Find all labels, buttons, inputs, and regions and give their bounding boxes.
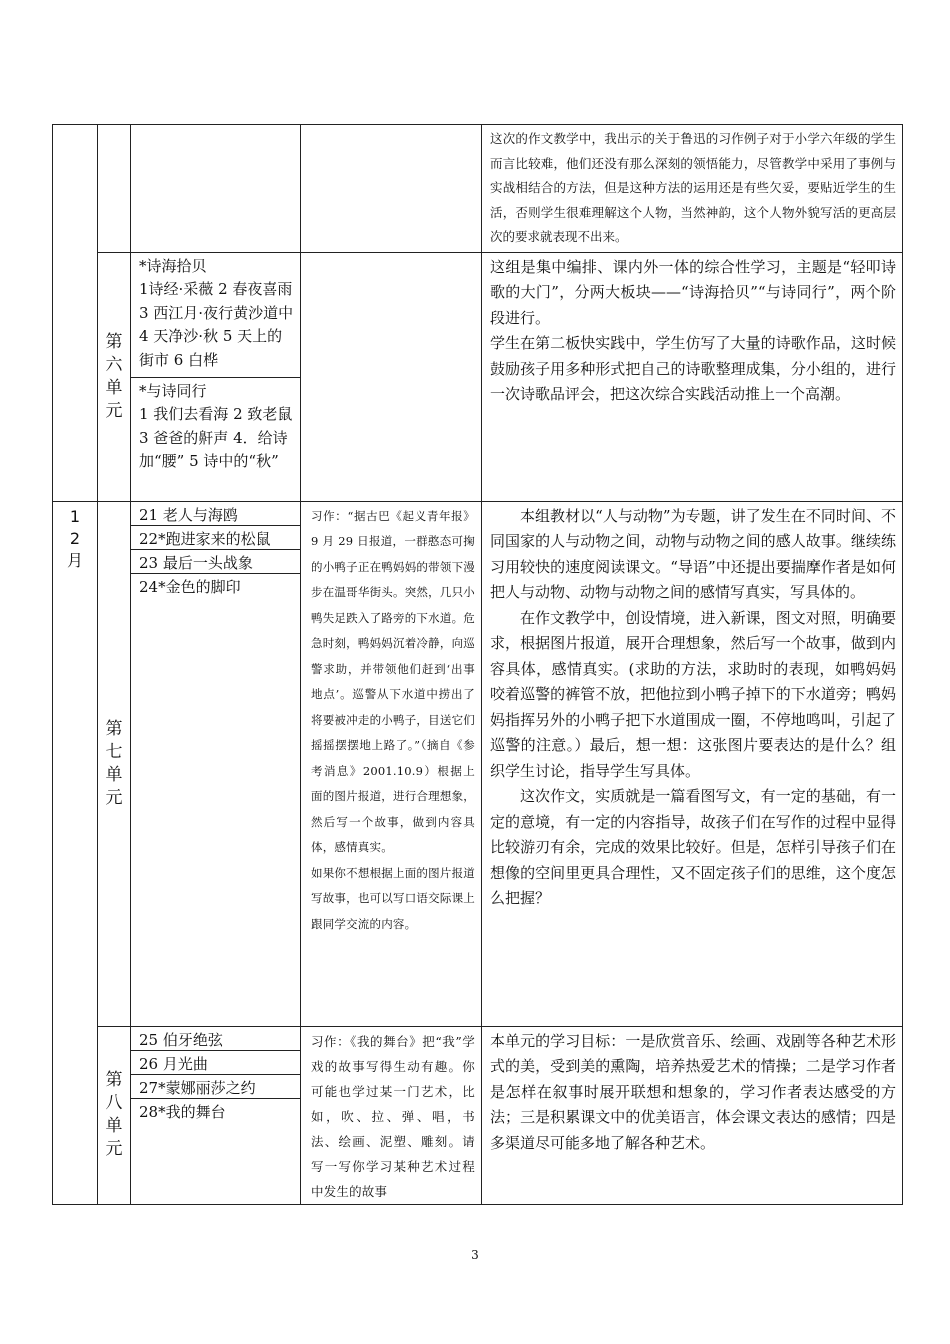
writing-task: 习作：《我的舞台》把“我”学戏的故事写得生动有趣。你可能也学过某一门艺术，比如，吹、拉、弹、唱，书法、绘画、泥塑、雕刻。请写一写你学习某种艺术过程中发生的故事 xyxy=(311,1033,475,1199)
paragraph: 在作文教学中，创设情境，进入新课，图文对照，明确要求，根据图片报道，展开合理想象，然后写一个故事，做到内容具体，感情真实。(求助的方法，求助时的表现，如鸭妈妈咬着巡警的裤管不放，把他拉到小鸭子掉下的下水道旁；鸭妈妈指挥另外的小鸭子把下水道围成一圈，不停地鸣叫，引起了巡警的注意。）最后，想一想：这张图片要表达的是什么？组织学生讨论，指导学生写具体。 xyxy=(490,608,896,780)
lesson-item: 22*跑进家来的松鼠 xyxy=(131,526,300,550)
reflection-cell xyxy=(482,1026,903,1204)
lesson-item: 28*我的舞台 xyxy=(139,1102,226,1121)
reflection-text: 本单元的学习目标：一是欣赏音乐、绘画、戏剧等各种艺术形式的美，受到美的熏陶，培养热爱艺术的情操；二是学习作者是怎样在叙事时展开联想和想象的，学习作者表达感受的方法；三是积累课文中的优美语言，体会课文表达的感情；四是多渠道尽可能多地了解各种艺术。 xyxy=(490,1031,896,1152)
unit-label-cell xyxy=(98,1026,131,1204)
writing-cell xyxy=(301,252,482,501)
table-row xyxy=(53,252,903,501)
paragraph: 习作：“据古巴《起义青年报》9 月 29 日报道，一群憨态可掬的小鸭子正在鸭妈妈的带领下漫步在温哥华街头。突然，几只小鸭失足跌入了路旁的下水道。危急时刻，鸭妈妈沉着冷静，向巡警求助，并带领他们赶到‘出事地点’。巡警从下水道中捞出了将要被冲走的小鸭子，目送它们摇摇摆摆地上路了。”（摘自《参考消息》2001.10.9）根据上面的图片报道，进行合理想象，然后写一个故事，做到内容具体，感情真实。 xyxy=(311,508,475,854)
lesson-item: 24*金色的脚印 xyxy=(139,577,241,596)
writing-task xyxy=(301,502,481,938)
table-row xyxy=(53,501,903,1026)
reflection-cell xyxy=(482,252,903,501)
lesson-block xyxy=(131,253,300,378)
paragraph: 这组是集中编排、课内外一体的综合性学习，主题是“轻叩诗歌的大门”，分两大板块——“诗海拾贝”“与诗同行”，两个阶段进行。 xyxy=(490,257,896,327)
unit-label: 第 八 单 元 xyxy=(105,1070,123,1159)
teaching-plan-table xyxy=(52,124,903,1205)
unit-label: 第 七 单 元 xyxy=(105,718,123,808)
lesson-item: 25 伯牙绝弦 xyxy=(131,1027,300,1051)
month-cell xyxy=(53,125,98,502)
lesson-block-body: 1 我们去看海 2 致老鼠 3 爸爸的鼾声 4．给诗加“腰” 5 诗中的“秋” xyxy=(139,405,293,470)
lesson-cell xyxy=(131,125,301,253)
lesson-item: 21 老人与海鸥 xyxy=(131,502,300,526)
paragraph: 学生在第二板快实践中，学生仿写了大量的诗歌作品，这时候鼓励孩子用多种形式把自己的诗歌整理成集，分小组的，进行一次诗歌品评会，把这次综合实践活动推上一个高潮。 xyxy=(490,334,896,403)
month-label: 12月 xyxy=(66,506,83,570)
lesson-cell xyxy=(131,501,301,1026)
unit-label-cell xyxy=(98,252,131,501)
lesson-block-body: 1诗经·采薇 2 春夜喜雨 3 西江月·夜行黄沙道中 4 天净沙·秋 5 天上的街市 6 白桦 xyxy=(139,280,294,369)
lesson-item: 23 最后一头战象 xyxy=(131,550,300,574)
lesson-block xyxy=(131,378,300,478)
unit-label-cell xyxy=(98,501,131,1026)
lesson-cell xyxy=(131,252,301,501)
reflection-text: 这次的作文教学中，我出示的关于鲁迅的习作例子对于小学六年级的学生而言比较难，他们还没有那么深刻的领悟能力，尽管教学中采用了事例与实战相结合的方法，但是这种方法的运用还是有些欠妥，要贴近学生的生活，否则学生很难理解这个人物，当然神韵，这个人物外貌写活的更高层次的要求就表现不出来。 xyxy=(490,131,896,244)
writing-cell xyxy=(301,125,482,253)
lesson-block-title: *诗海拾贝 xyxy=(139,256,207,275)
writing-cell xyxy=(301,501,482,1026)
paragraph: 这次作文，实质就是一篇看图写文，有一定的基础，有一定的意境，有一定的内容指导，故孩子们在写作的过程中显得比较游刃有余，完成的效果比较好。但是，怎样引导孩子们在想像的空间里更具合理性，又不固定孩子们的思维，这个度怎么把握？ xyxy=(490,787,896,907)
lesson-item: 27*蒙娜丽莎之约 xyxy=(131,1075,300,1099)
lesson-cell xyxy=(131,1026,301,1204)
unit-cell xyxy=(98,125,131,253)
reflection-text xyxy=(482,253,902,410)
unit-label: 第 六 单 元 xyxy=(105,331,123,421)
lesson-block-title: *与诗同行 xyxy=(139,381,207,400)
month-cell xyxy=(53,501,98,1204)
reflection-cell xyxy=(482,125,903,253)
paragraph: 如果你不想根据上面的图片报道写故事，也可以写口语交际课上跟同学交流的内容。 xyxy=(311,865,475,931)
table-row xyxy=(53,1026,903,1204)
reflection-text xyxy=(482,502,902,914)
writing-cell xyxy=(301,1026,482,1204)
lesson-item: 26 月光曲 xyxy=(131,1051,300,1075)
page-number: 3 xyxy=(471,1248,479,1262)
reflection-cell xyxy=(482,501,903,1026)
paragraph: 本组教材以“人与动物”为专题，讲了发生在不同时间、不同国家的人与动物之间，动物与动物之间的感人故事。继续练习用较快的速度阅读课文。“导语”中还提出要揣摩作者是如何把人与动物、动物与动物之间的感情写真实，写具体的。 xyxy=(490,506,896,601)
table-row xyxy=(53,125,903,253)
